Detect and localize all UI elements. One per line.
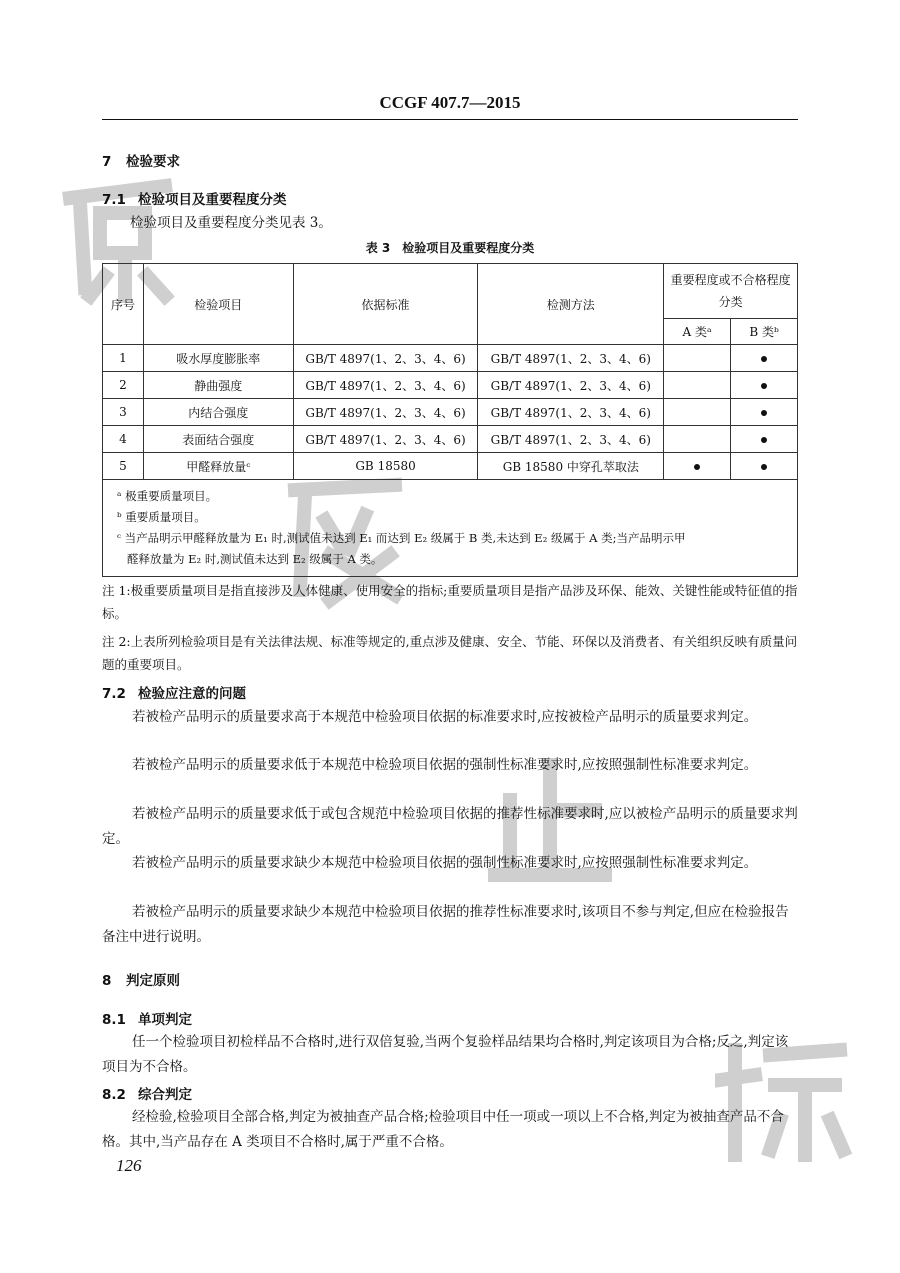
- page-number: 126: [116, 1156, 142, 1175]
- footnote-a: ᵃ 极重要质量项目。: [117, 489, 218, 503]
- header-item: 检验项目: [143, 264, 293, 345]
- inspection-items-table: [102, 263, 798, 577]
- footnote-b: ᵇ 重要质量项目。: [117, 510, 206, 524]
- header-standard: 依据标准: [293, 264, 478, 345]
- section-7-1-intro: 检验项目及重要程度分类见表 3。: [130, 215, 332, 231]
- bullet-dot-icon: [694, 464, 700, 470]
- row-class-b: [731, 426, 798, 453]
- section-title: 单项判定: [138, 1012, 192, 1028]
- row-seq: 2: [103, 372, 144, 399]
- section-number: 8: [102, 973, 112, 989]
- row-seq: 5: [103, 453, 144, 480]
- header-class-b: B 类ᵇ: [731, 319, 798, 345]
- row-method: GB/T 4897(1、2、3、4、6): [478, 426, 664, 453]
- header-seq: 序号: [103, 264, 144, 345]
- bullet-dot-icon: [761, 437, 767, 443]
- row-class-a: [664, 345, 731, 372]
- table-footnotes: [103, 480, 798, 577]
- section-8-2-heading: [102, 1083, 192, 1103]
- table-caption: 表 3 检验项目及重要程度分类: [365, 241, 535, 255]
- note-2: 注 2:上表所列检验项目是有关法律法规、标准等规定的,重点涉及健康、安全、节能、环保以及消费者、有关组织反映有质量问题的重要项目。: [102, 634, 798, 672]
- section-title: 判定原则: [126, 973, 180, 989]
- row-standard: GB/T 4897(1、2、3、4、6): [293, 345, 478, 372]
- row-standard: GB/T 4897(1、2、3、4、6): [293, 426, 478, 453]
- row-seq: 1: [103, 345, 144, 372]
- section-title: 检验应注意的问题: [138, 686, 246, 702]
- section-title: 检验要求: [126, 154, 180, 170]
- header-class-a: A 类ᵃ: [664, 319, 731, 345]
- table-row: [103, 426, 798, 453]
- row-class-a: [664, 426, 731, 453]
- section-7-2-heading: [102, 682, 246, 702]
- section-number: 8.2: [102, 1087, 126, 1103]
- row-method: GB 18580 中穿孔萃取法: [478, 453, 664, 480]
- row-item: 内结合强度: [143, 399, 293, 426]
- bullet-dot-icon: [761, 410, 767, 416]
- section-7-2-para-2: 若被检产品明示的质量要求低于本规范中检验项目依据的强制性标准要求时,应按照强制性标准要求判定。: [132, 757, 758, 773]
- section-8-1-para: 任一个检验项目初检样品不合格时,进行双倍复验,当两个复验样品结果均合格时,判定该项目为合格;反之,判定该项目为不合格。: [102, 1034, 789, 1075]
- row-standard: GB/T 4897(1、2、3、4、6): [293, 399, 478, 426]
- table-row: [103, 453, 798, 480]
- section-8-1-heading: [102, 1008, 192, 1028]
- section-7-2-para-1: 若被检产品明示的质量要求高于本规范中检验项目依据的标准要求时,应按被检产品明示的质量要求判定。: [132, 709, 758, 725]
- section-title: 检验项目及重要程度分类: [138, 192, 287, 208]
- row-class-b: [731, 372, 798, 399]
- section-number: 7.1: [102, 192, 126, 208]
- bullet-dot-icon: [761, 464, 767, 470]
- section-7-2-para-4: 若被检产品明示的质量要求缺少本规范中检验项目依据的强制性标准要求时,应按照强制性标准要求判定。: [132, 855, 758, 871]
- section-number: 7: [102, 154, 112, 170]
- table-row: [103, 399, 798, 426]
- row-method: GB/T 4897(1、2、3、4、6): [478, 372, 664, 399]
- row-standard: GB/T 4897(1、2、3、4、6): [293, 372, 478, 399]
- footnote-c-cont: 醛释放量为 E₂ 时,测试值未达到 E₂ 级属于 A 类。: [127, 552, 383, 566]
- row-item: 表面结合强度: [143, 426, 293, 453]
- bullet-dot-icon: [761, 356, 767, 362]
- note-1: 注 1:极重要质量项目是指直接涉及人体健康、使用安全的指标;重要质量项目是指产品涉及环保、能效、关键性能或特征值的指标。: [102, 583, 798, 621]
- row-class-a: [664, 399, 731, 426]
- section-title: 综合判定: [138, 1087, 192, 1103]
- table-row: [103, 372, 798, 399]
- section-7-2-para-5: 若被检产品明示的质量要求缺少本规范中检验项目依据的推荐性标准要求时,该项目不参与判定,但应在检验报告备注中进行说明。: [102, 904, 789, 945]
- section-number: 7.2: [102, 686, 126, 702]
- section-number: 8.1: [102, 1012, 126, 1028]
- header-class-group-label: 重要程度或不合格程度分类: [670, 273, 791, 309]
- row-method: GB/T 4897(1、2、3、4、6): [478, 399, 664, 426]
- section-8-2-para: 经检验,检验项目全部合格,判定为被抽查产品合格;检验项目中任一项或一项以上不合格,判定为被抽查产品不合格。其中,当产品存在 A 类项目不合格时,属于严重不合格。: [102, 1109, 784, 1150]
- row-item: 静曲强度: [143, 372, 293, 399]
- row-seq: 3: [103, 399, 144, 426]
- row-item: 甲醛释放量ᶜ: [143, 453, 293, 480]
- row-class-a: [664, 453, 731, 480]
- row-standard: GB 18580: [293, 453, 478, 480]
- row-method: GB/T 4897(1、2、3、4、6): [478, 345, 664, 372]
- row-class-b: [731, 399, 798, 426]
- row-class-b: [731, 453, 798, 480]
- bullet-dot-icon: [761, 383, 767, 389]
- section-7-1-heading: [102, 188, 287, 208]
- document-code: CCGF 407.7—2015: [379, 93, 521, 112]
- section-8-heading: [102, 969, 180, 989]
- row-class-a: [664, 372, 731, 399]
- header-method: 检测方法: [478, 264, 664, 345]
- header-class-group: [664, 264, 798, 319]
- table-row: [103, 345, 798, 372]
- footnote-c: ᶜ 当产品明示甲醛释放量为 E₁ 时,测试值未达到 E₁ 而达到 E₂ 级属于 B 类,未达到 E₂ 级属于 A 类;当产品明示甲: [117, 531, 686, 545]
- row-item: 吸水厚度膨胀率: [143, 345, 293, 372]
- row-seq: 4: [103, 426, 144, 453]
- header-rule: [102, 119, 798, 120]
- section-7-2-para-3: 若被检产品明示的质量要求低于或包含规范中检验项目依据的推荐性标准要求时,应以被检产品明示的质量要求判定。: [102, 806, 798, 847]
- row-class-b: [731, 345, 798, 372]
- section-7-heading: [102, 150, 180, 170]
